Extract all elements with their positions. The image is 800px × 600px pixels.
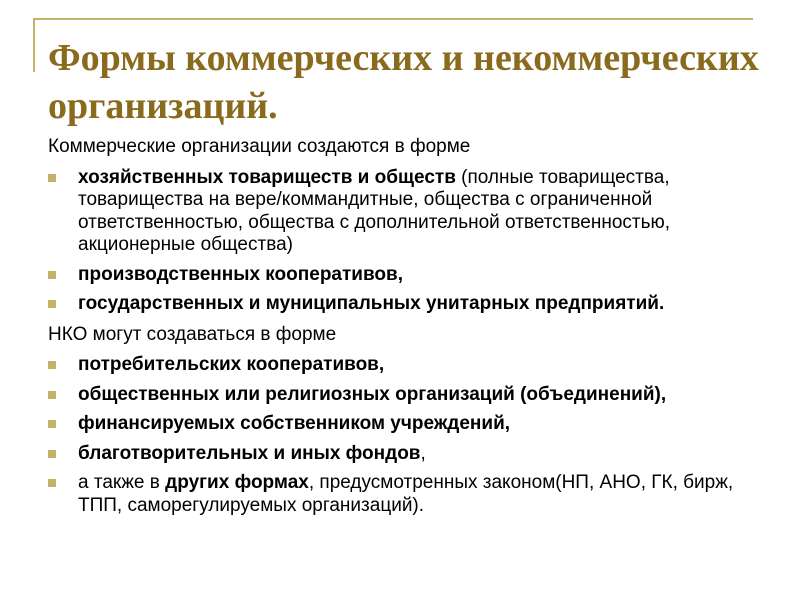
item-bold-text: других формах — [165, 472, 309, 493]
list-item — [48, 472, 768, 517]
frame-left-line — [33, 18, 35, 72]
item-bold-text: хозяйственных товариществ и обществ — [78, 166, 456, 188]
square-bullet-icon — [48, 479, 56, 487]
list-item — [48, 167, 768, 257]
slide-content — [48, 136, 768, 525]
square-bullet-icon — [48, 391, 56, 399]
nko-intro: НКО могут создаваться в форме — [48, 323, 337, 345]
item-bold-text: благотворительных и иных фондов — [78, 442, 421, 464]
item-bold-text: общественных или религиозных организаций (объединений), — [78, 383, 667, 405]
square-bullet-icon — [48, 450, 56, 458]
list-item — [48, 264, 768, 287]
item-bold-text: потребительских кооперативов, — [78, 354, 385, 375]
item-text: , предусмотренных законом(НП, АНО, ГК, бирж, ТПП, саморегулируемых организаций). — [78, 472, 734, 516]
square-bullet-icon — [48, 174, 56, 182]
list-item — [48, 443, 768, 466]
frame-top-line — [33, 18, 753, 20]
slide-title: Формы коммерческих и некоммерческих организаций. — [48, 37, 759, 127]
square-bullet-icon — [48, 300, 56, 308]
list-item — [48, 384, 768, 407]
nko-forms-list — [48, 354, 768, 517]
list-item — [48, 413, 768, 436]
square-bullet-icon — [48, 361, 56, 369]
item-bold-text: производственных кооперативов, — [78, 263, 403, 285]
square-bullet-icon — [48, 420, 56, 428]
square-bullet-icon — [48, 271, 56, 279]
item-text: , — [420, 442, 426, 464]
item-text: (полные товарищества, товарищества на вере/коммандитные, общества с ограниченной ответственностью, общества с дополнительной ответственностью, акционерные общества) — [78, 166, 671, 255]
commercial-intro: Коммерческие организации создаются в форме — [48, 136, 471, 157]
item-prefix-text: а также в — [78, 472, 166, 493]
list-item — [48, 354, 768, 377]
commercial-forms-list — [48, 167, 768, 316]
item-bold-text: государственных и муниципальных унитарных предприятий. — [78, 293, 665, 314]
item-bold-text: финансируемых собственником учреждений, — [78, 413, 511, 434]
list-item — [48, 293, 768, 316]
